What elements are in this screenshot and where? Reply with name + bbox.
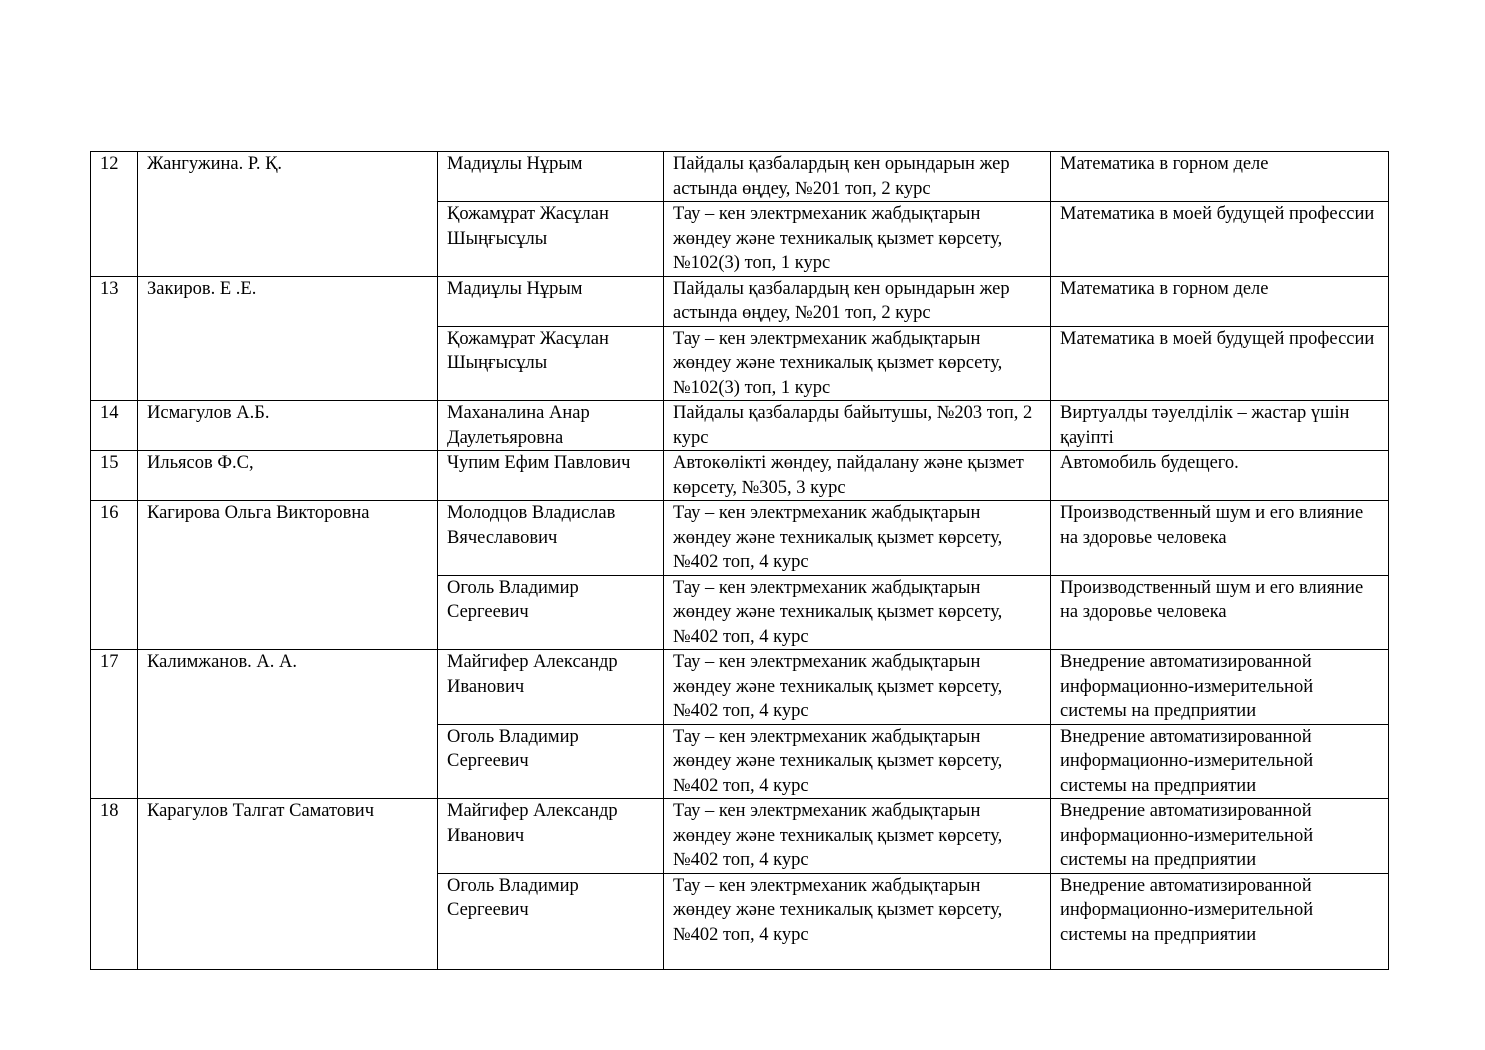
student-name: Маханалина Анар Даулетьяровна xyxy=(438,401,664,451)
row-number: 12 xyxy=(91,152,138,277)
project-topic: Математика в горном деле xyxy=(1051,276,1389,326)
student-name: Майгифер Александр Иванович xyxy=(438,799,664,874)
specialty-group: Тау – кен электрмеханик жабдықтарын жөндеу және техникалық қызмет көрсету, №402 топ, 4 курс xyxy=(664,650,1051,725)
specialty-group: Пайдалы қазбалардың кен орындарын жер астында өңдеу, №201 топ, 2 курс xyxy=(664,276,1051,326)
row-number: 14 xyxy=(91,401,138,451)
document-page xyxy=(90,151,1388,970)
specialty-group: Тау – кен электрмеханик жабдықтарын жөндеу және техникалық қызмет көрсету, №402 топ, 4 курс xyxy=(664,501,1051,576)
teacher-name: Ильясов Ф.С, xyxy=(138,451,438,501)
specialty-group: Тау – кен электрмеханик жабдықтарын жөндеу және техникалық қызмет көрсету, №102(3) топ, 1 курс xyxy=(664,326,1051,401)
project-topic: Производственный шум и его влияние на здоровье человека xyxy=(1051,501,1389,576)
student-name: Майгифер Александр Иванович xyxy=(438,650,664,725)
student-name: Қожамұрат Жасұлан Шыңғысұлы xyxy=(438,326,664,401)
project-topic: Автомобиль будещего. xyxy=(1051,451,1389,501)
table-row xyxy=(91,799,1389,874)
row-number: 16 xyxy=(91,501,138,650)
student-name: Оголь Владимир Сергеевич xyxy=(438,873,664,969)
specialty-group: Тау – кен электрмеханик жабдықтарын жөндеу және техникалық қызмет көрсету, №102(3) топ, 1 курс xyxy=(664,202,1051,277)
table-row xyxy=(91,451,1389,501)
student-name: Чупим Ефим Павлович xyxy=(438,451,664,501)
project-topic: Внедрение автоматизированной информационно-измерительной системы на предприятии xyxy=(1051,799,1389,874)
teacher-name: Жангужина. Р. Қ. xyxy=(138,152,438,277)
row-number: 15 xyxy=(91,451,138,501)
student-name: Мадиұлы Нұрым xyxy=(438,276,664,326)
student-name: Мадиұлы Нұрым xyxy=(438,152,664,202)
teacher-name: Закиров. Е .Е. xyxy=(138,276,438,401)
supervisors-table xyxy=(90,151,1389,970)
project-topic: Математика в моей будущей профессии xyxy=(1051,202,1389,277)
teacher-name: Калимжанов. А. А. xyxy=(138,650,438,799)
row-number: 18 xyxy=(91,799,138,970)
table-row xyxy=(91,276,1389,326)
project-topic: Производственный шум и его влияние на здоровье человека xyxy=(1051,575,1389,650)
project-topic: Математика в моей будущей профессии xyxy=(1051,326,1389,401)
teacher-name: Кагирова Ольга Викторовна xyxy=(138,501,438,650)
student-name: Молодцов Владислав Вячеславович xyxy=(438,501,664,576)
project-topic: Математика в горном деле xyxy=(1051,152,1389,202)
project-topic: Внедрение автоматизированной информационно-измерительной системы на предприятии xyxy=(1051,650,1389,725)
specialty-group: Тау – кен электрмеханик жабдықтарын жөндеу және техникалық қызмет көрсету, №402 топ, 4 курс xyxy=(664,575,1051,650)
specialty-group: Тау – кен электрмеханик жабдықтарын жөндеу және техникалық қызмет көрсету, №402 топ, 4 курс xyxy=(664,799,1051,874)
table-row xyxy=(91,401,1389,451)
specialty-group: Пайдалы қазбаларды байытушы, №203 топ, 2 курс xyxy=(664,401,1051,451)
specialty-group: Пайдалы қазбалардың кен орындарын жер астында өңдеу, №201 топ, 2 курс xyxy=(664,152,1051,202)
student-name: Оголь Владимир Сергеевич xyxy=(438,575,664,650)
project-topic: Внедрение автоматизированной информационно-измерительной системы на предприятии xyxy=(1051,724,1389,799)
student-name: Қожамұрат Жасұлан Шыңғысұлы xyxy=(438,202,664,277)
row-number: 17 xyxy=(91,650,138,799)
table-row xyxy=(91,650,1389,725)
table-row xyxy=(91,501,1389,576)
row-number: 13 xyxy=(91,276,138,401)
student-name: Оголь Владимир Сергеевич xyxy=(438,724,664,799)
specialty-group: Тау – кен электрмеханик жабдықтарын жөндеу және техникалық қызмет көрсету, №402 топ, 4 курс xyxy=(664,724,1051,799)
teacher-name: Карагулов Талгат Саматович xyxy=(138,799,438,970)
table-row xyxy=(91,152,1389,202)
project-topic: Внедрение автоматизированной информационно-измерительной системы на предприятии xyxy=(1051,873,1389,969)
specialty-group: Тау – кен электрмеханик жабдықтарын жөндеу және техникалық қызмет көрсету, №402 топ, 4 курс xyxy=(664,873,1051,969)
teacher-name: Исмагулов А.Б. xyxy=(138,401,438,451)
specialty-group: Автокөлікті жөндеу, пайдалану және қызмет көрсету, №305, 3 курс xyxy=(664,451,1051,501)
project-topic: Виртуалды тәуелділік – жастар үшін қауіпті xyxy=(1051,401,1389,451)
